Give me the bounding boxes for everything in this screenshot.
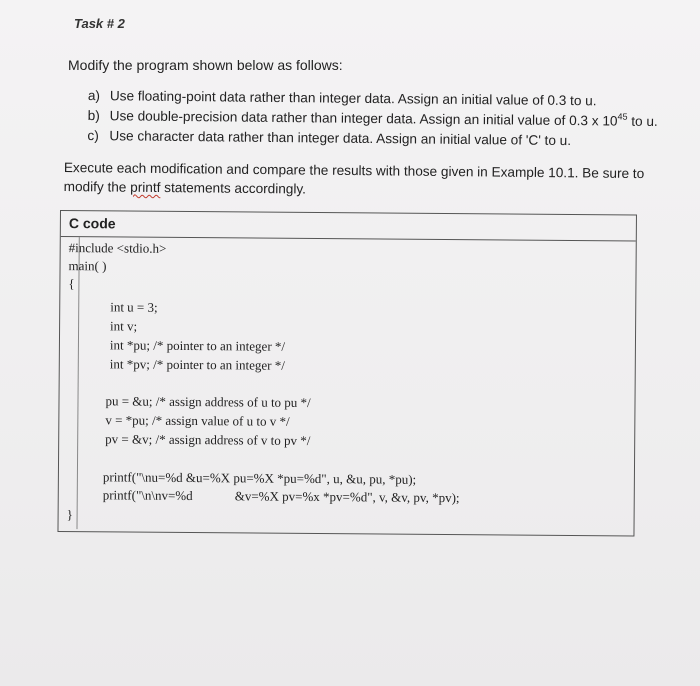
item-text: Use double-precision data rather than integer data. Assign an initial value of 0.3 x 10 (109, 108, 618, 129)
code-line: int *pu; /* pointer to an integer */ (109, 337, 286, 354)
paragraph-text: Execute each modification and compare the results with those given in Example 10.1. Be sure to modify the (63, 159, 645, 195)
code-box (57, 210, 637, 537)
code-line: printf("\nu=%d &u=%X pu=%X *pu=%d", u, &u, pu, *pu); (102, 469, 417, 487)
item-marker: a) (87, 87, 101, 104)
code-line: printf("\n\nv=%d (102, 487, 193, 504)
code-line: #include <stdio.h> (68, 240, 167, 256)
exponent: 45 (617, 111, 628, 122)
item-marker: b) (87, 107, 100, 124)
printf-word: printf (130, 179, 161, 196)
task-title: Task # 2 (74, 16, 125, 31)
item-text: Use floating-point data rather than integer data. Assign an initial value of 0.3 to u. (109, 88, 597, 109)
modification-list (87, 86, 658, 152)
item-text-end: to u. (627, 113, 658, 129)
code-line: pv = &v; /* assign address of v to pv */ (105, 431, 311, 448)
code-line: pu = &u; /* assign address of u to pu */ (105, 393, 311, 410)
instruction-paragraph (64, 158, 664, 202)
intro-text: Modify the program shown below as follows: (68, 57, 343, 73)
code-line: } (66, 507, 73, 523)
code-line: &v=%X pv=%x *pv=%d", v, &v, pv, *pv); (234, 488, 460, 506)
item-marker: c) (87, 127, 99, 144)
code-line: int v; (110, 318, 138, 334)
code-line: int u = 3; (110, 299, 158, 315)
code-line: v = *pu; /* assign value of u to v */ (105, 412, 290, 429)
code-line: main( ) (68, 258, 107, 274)
code-line: int *pv; /* pointer to an integer */ (109, 356, 285, 373)
item-text: Use character data rather than integer data. Assign an initial value of 'C' to u. (109, 128, 572, 149)
code-line: { (68, 276, 75, 292)
code-header: C code (61, 211, 636, 242)
paragraph-text-end: statements accordingly. (160, 180, 307, 197)
